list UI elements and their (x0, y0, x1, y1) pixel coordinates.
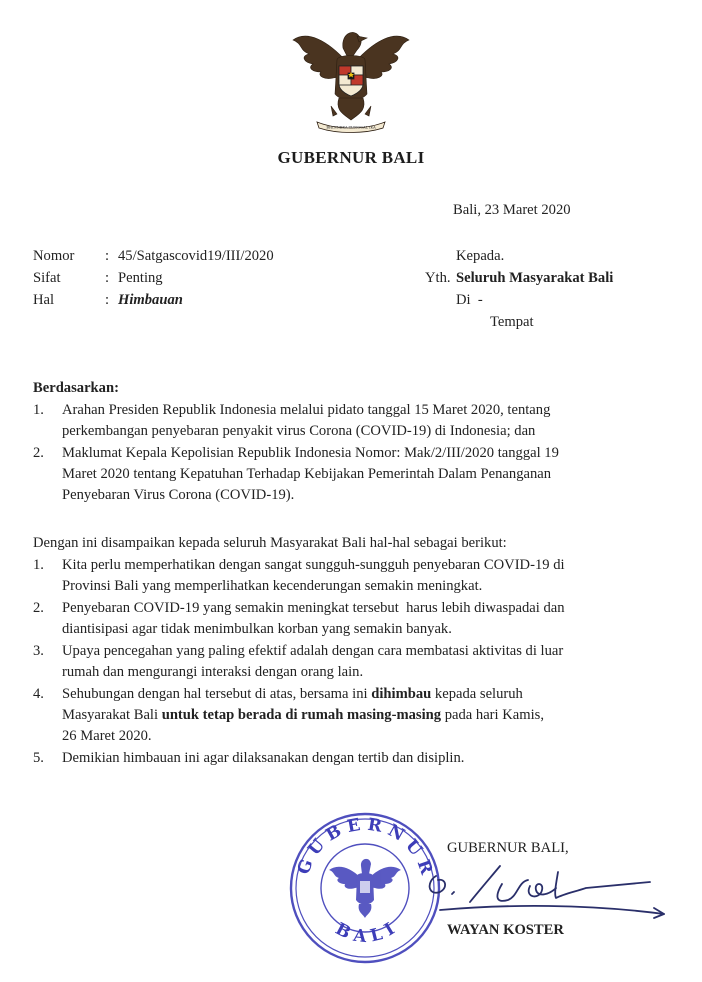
points-intro: Dengan ini disampaikan kepada seluruh Masyarakat Bali hal-hal sebagai berikut: (33, 535, 507, 551)
basis-item-2-line-2: Maret 2020 tentang Kepatuhan Terhadap Kebijakan Pemerintah Dalam Penanganan (62, 466, 552, 482)
meta-colon: : (105, 270, 110, 286)
point-number: 4. (33, 686, 44, 702)
meta-label-nomor: Nomor (33, 248, 75, 264)
point-1-line-1: Kita perlu memperhatikan dengan sangat sungguh-sungguh penyebaran COVID-19 di (62, 557, 565, 573)
point-number: 1. (33, 557, 44, 573)
point-4-text: Masyarakat Bali (62, 707, 162, 723)
recipient-yth: Yth. (425, 270, 451, 286)
signature-icon (418, 858, 668, 928)
point-4-line-1 (62, 684, 672, 705)
basis-item-2-line-1: Maklumat Kepala Kepolisian Republik Indonesia Nomor: Mak/2/III/2020 tanggal 19 (62, 445, 559, 461)
point-5-line-1: Demikian himbauan ini agar dilaksanakan dengan tertib dan disiplin. (62, 750, 465, 766)
point-4-emphasis: untuk tetap berada di rumah masing-masing (161, 707, 442, 723)
meta-value-nomor: 45/Satgascovid19/III/2020 (118, 248, 274, 264)
point-4-text: pada hari Kamis, (441, 707, 544, 723)
point-number: 3. (33, 643, 44, 659)
recipient-kepada: Kepada. (456, 248, 505, 264)
recipient-name: Seluruh Masyarakat Bali (456, 270, 614, 286)
point-4-text: kepada seluruh (431, 686, 523, 702)
closing-title: GUBERNUR BALI, (447, 840, 569, 856)
stamp-top-text: G U B E R N U R (293, 814, 437, 878)
point-number: 2. (33, 600, 44, 616)
point-4-line-3: 26 Maret 2020. (62, 728, 152, 744)
recipient-di: Di - (456, 292, 483, 308)
point-4-line-2 (62, 705, 672, 726)
point-3-line-2: rumah dan mengurangi interaksi dengan orang lain. (62, 664, 364, 680)
point-number: 5. (33, 750, 44, 766)
meta-colon: : (105, 248, 110, 264)
point-4-text: Sehubungan dengan hal tersebut di atas, bersama ini (62, 686, 372, 702)
letter-date: Bali, 23 Maret 2020 (453, 202, 571, 218)
point-2-line-1: Penyebaran COVID-19 yang semakin meningkat tersebut harus lebih diwaspadai dan (62, 600, 565, 616)
basis-item-number: 2. (33, 445, 44, 461)
point-3-line-1: Upaya pencegahan yang paling efektif adalah dengan cara membatasi aktivitas di luar (62, 643, 564, 659)
meta-colon: : (105, 292, 110, 308)
meta-value-hal: Himbauan (118, 292, 183, 308)
stamp-bottom-text: B A L I (331, 918, 399, 948)
point-2-line-2: diantisipasi agar tidak menimbulkan korban yang semakin banyak. (62, 621, 452, 637)
emblem-ribbon-text: BHINNEKA TUNGGAL IKA (326, 125, 376, 130)
meta-label-hal: Hal (33, 292, 55, 308)
basis-item-number: 1. (33, 402, 44, 418)
point-4-emphasis: dihimbau (371, 686, 432, 702)
garuda-emblem-icon (287, 10, 415, 138)
meta-label-sifat: Sifat (33, 270, 61, 286)
meta-value-sifat: Penting (118, 270, 163, 286)
basis-item-2-line-3: Penyebaran Virus Corona (COVID-19). (62, 487, 295, 503)
svg-text:B A L I (332, 919, 398, 947)
basis-item-1-line-1: Arahan Presiden Republik Indonesia melalui pidato tanggal 15 Maret 2020, tentang (62, 402, 551, 418)
recipient-tempat: Tempat (490, 314, 534, 330)
signer-name: WAYAN KOSTER (447, 922, 564, 938)
basis-heading: Berdasarkan: (33, 380, 119, 396)
page-title: GUBERNUR BALI (277, 148, 425, 167)
point-1-line-2: Provinsi Bali yang memperlihatkan kecenderungan semakin meningkat. (62, 578, 483, 594)
basis-item-1-line-2: perkembangan penyebaran penyakit virus Corona (COVID-19) di Indonesia; dan (62, 423, 536, 439)
